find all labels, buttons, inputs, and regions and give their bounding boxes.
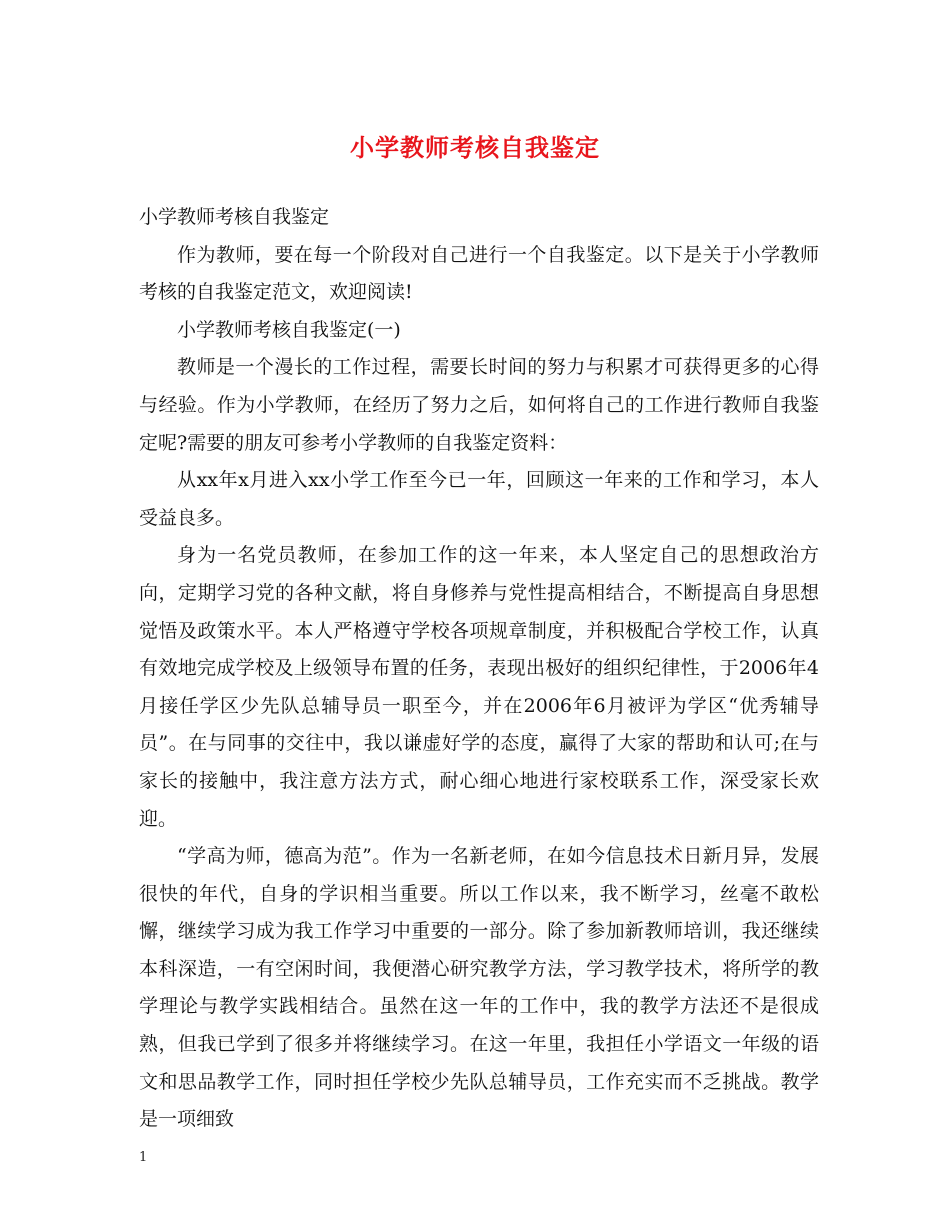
document-body bbox=[139, 199, 819, 1139]
paragraph-1: 教师是一个漫长的工作过程，需要长时间的努力与积累才可获得更多的心得与经验。作为小学教师，在经历了努力之后，如何将自己的工作进行教师自我鉴定呢?需要的朋友可参考小学教师的自我鉴定资料： bbox=[139, 356, 819, 454]
paragraph-3: 身为一名党员教师，在参加工作的这一年来，本人坚定自己的思想政治方向，定期学习党的各种文献，将自身修养与党性提高相结合，不断提高自身思想觉悟及政策水平。本人严格遵守学校各项规章制度，并积极配合学校工作，认真有效地完成学校及上级领导布置的任务，表现出极好的组织纪律性，于2006年4月接任学区少先队总辅导员一职至今，并在2006年6月被评为学区“优秀辅导员”。在与同事的交往中，我以谦虚好学的态度，赢得了大家的帮助和认可;在与家长的接触中，我注意方法方式，耐心细心地进行家校联系工作，深受家长欢迎。 bbox=[139, 544, 819, 830]
body-heading: 小学教师考核自我鉴定 bbox=[139, 206, 330, 228]
section-heading: 小学教师考核自我鉴定(一) bbox=[177, 318, 401, 341]
paragraph-4: “学高为师，德高为范”。作为一名新老师，在如今信息技术日新月异，发展很快的年代，自身的学识相当重要。所以工作以来，我不断学习，丝毫不敢松懈，继续学习成为我工作学习中重要的一部分。除了参加新教师培训，我还继续本科深造，一有空闲时间，我便潜心研究教学方法，学习教学技术，将所学的教学理论与教学实践相结合。虽然在这一年的工作中，我的教学方法还不是很成熟，但我已学到了很多并将继续学习。在这一年里，我担任小学语文一年级的语文和思品教学工作，同时担任学校少先队总辅导员，工作充实而不乏挑战。教学是一项细致 bbox=[139, 845, 819, 1131]
paragraph-intro: 作为教师，要在每一个阶段对自己进行一个自我鉴定。以下是关于小学教师考核的自我鉴定范文，欢迎阅读! bbox=[139, 243, 819, 304]
paragraph-2: 从xx年x月进入xx小学工作至今已一年，回顾这一年来的工作和学习，本人受益良多。 bbox=[139, 469, 819, 529]
page-number: 1 bbox=[139, 1150, 148, 1165]
document-title: 小学教师考核自我鉴定 bbox=[350, 133, 600, 162]
